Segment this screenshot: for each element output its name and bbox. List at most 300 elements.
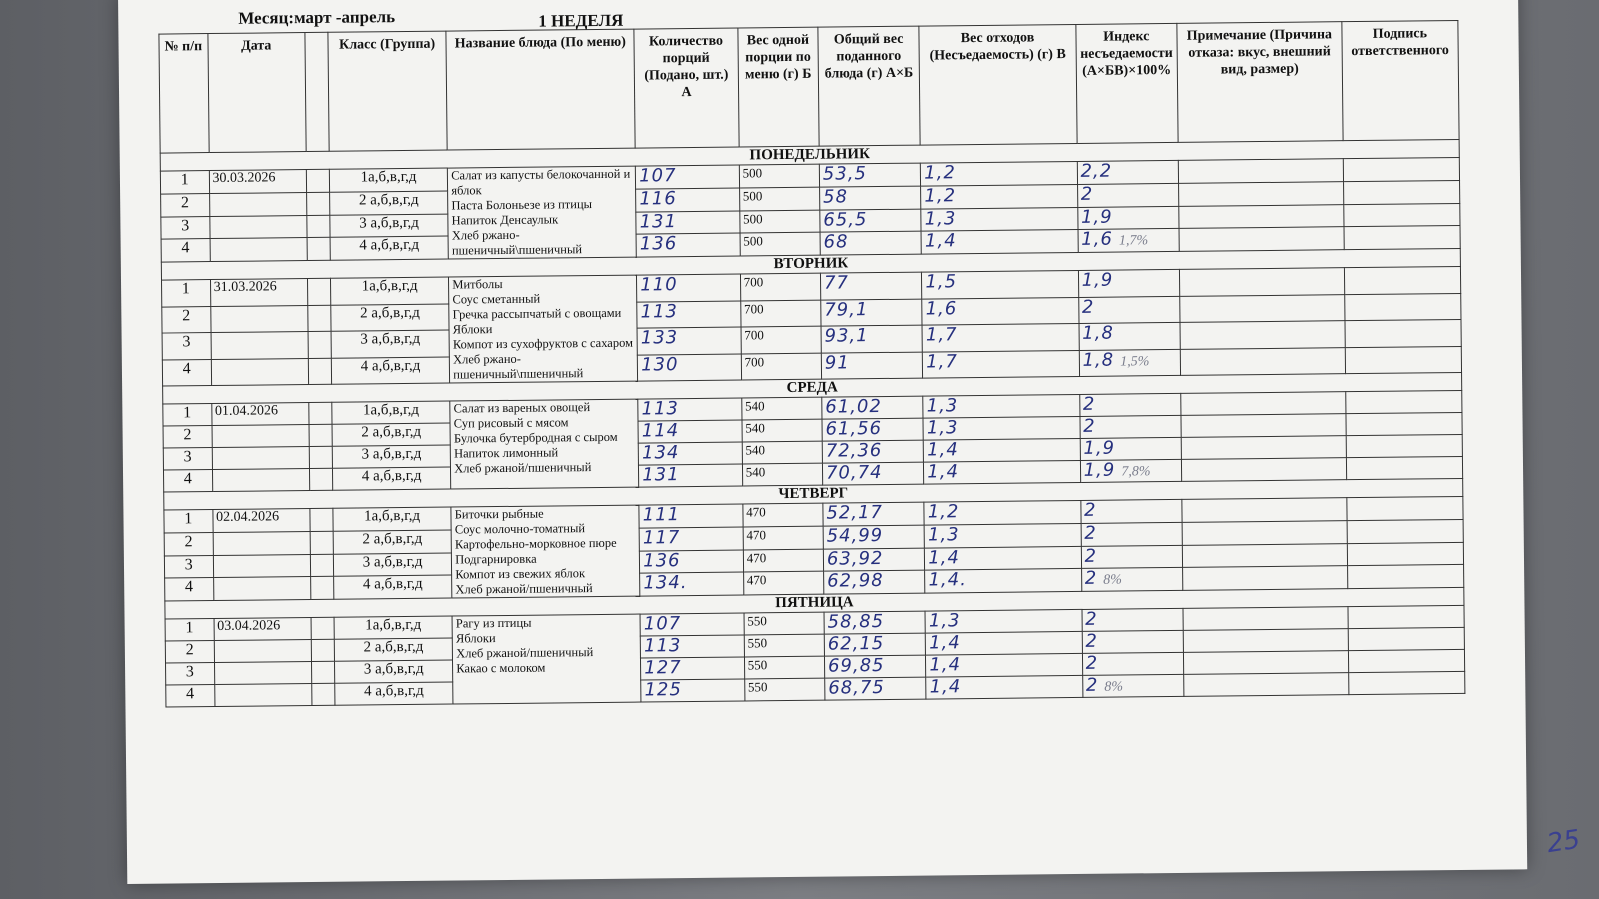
- dish-name: Яблоки: [455, 631, 496, 646]
- total-weight-value: 69,85: [827, 655, 885, 677]
- portions-served: [640, 613, 744, 636]
- waste-index-value: 2: [1082, 393, 1096, 415]
- total-weight: [823, 502, 925, 526]
- portions-served: [636, 211, 740, 235]
- signature-cell: [1347, 542, 1463, 566]
- waste-index-value: 1,6: [1081, 228, 1113, 251]
- portions-served: [638, 398, 742, 421]
- signature-cell: [1346, 434, 1462, 457]
- dish-name: Хлеб ржаной/пшеничный: [456, 645, 594, 661]
- total-percent-note: 8%: [1104, 679, 1124, 695]
- class-group: 2 а,б,в,г,д: [334, 638, 453, 661]
- waste-index-value: 1,9: [1080, 206, 1113, 228]
- portions-value: 107: [639, 165, 677, 187]
- total-weight: [825, 677, 927, 700]
- portions-served: [639, 504, 743, 528]
- waste-index-value: 1,8: [1082, 322, 1114, 344]
- waste-weight: [924, 438, 1081, 462]
- class-group: 1а,б,в,г,д: [332, 401, 451, 424]
- row-number: 2: [163, 426, 212, 449]
- spacer-cell: [311, 683, 334, 705]
- total-weight: [820, 209, 922, 233]
- portions-value: 117: [642, 526, 681, 549]
- class-group: 2 а,б,в,г,д: [331, 304, 450, 332]
- class-group: 1а,б,в,г,д: [333, 507, 452, 531]
- row-number: 1: [163, 404, 212, 427]
- signature-cell: [1344, 203, 1460, 227]
- total-weight: [819, 163, 921, 187]
- portion-weight: 550: [744, 656, 824, 679]
- signature-cell: [1347, 496, 1463, 520]
- portion-weight: 540: [741, 397, 821, 420]
- total-weight-value: 93,1: [824, 325, 869, 347]
- waste-index: [1081, 568, 1183, 592]
- signature-cell: [1348, 649, 1464, 672]
- total-weight: [821, 299, 923, 327]
- spacer-cell: [309, 402, 332, 424]
- waste-weight-value: 1,7: [926, 350, 958, 373]
- waste-index-value: 1,9: [1083, 459, 1116, 481]
- portion-weight: 470: [743, 549, 823, 573]
- spacer-cell: [307, 215, 330, 238]
- note-cell: [1179, 204, 1344, 228]
- day-date-empty: [212, 469, 309, 492]
- portion-weight: 470: [743, 526, 823, 550]
- waste-index-value: 2: [1084, 522, 1097, 544]
- week-label: 1 НЕДЕЛЯ: [538, 10, 624, 31]
- spacer-cell: [310, 508, 333, 531]
- waste-weight-value: 1,4: [929, 676, 962, 698]
- signature-cell: [1346, 456, 1462, 479]
- note-cell: [1183, 607, 1348, 631]
- total-weight-value: 91: [824, 351, 850, 374]
- row-number: 1: [160, 171, 209, 194]
- waste-index-value: 2: [1084, 545, 1098, 567]
- waste-weight: [923, 394, 1080, 418]
- dish-name: Хлеб ржано-пшеничный\пшеничный: [451, 227, 583, 258]
- portions-value: 113: [641, 398, 680, 420]
- waste-weight: [922, 323, 1079, 351]
- waste-index-value: 2: [1085, 608, 1098, 630]
- waste-index: [1080, 499, 1182, 523]
- table-header-row: [159, 20, 1459, 153]
- waste-weight: [921, 184, 1078, 208]
- portions-value: 127: [644, 657, 682, 679]
- waste-weight: [925, 609, 1082, 633]
- waste-index: [1077, 206, 1179, 230]
- portion-weight: 540: [742, 419, 822, 442]
- waste-index: [1078, 269, 1180, 297]
- portions-value: 134: [641, 442, 680, 464]
- waste-weight-value: 1,4: [929, 654, 962, 676]
- total-weight: [824, 633, 926, 656]
- signature-cell: [1345, 390, 1461, 413]
- class-group: 3 а,б,в,г,д: [332, 445, 451, 468]
- class-group: 4 а,б,в,г,д: [331, 357, 450, 385]
- day-date-empty: [211, 358, 308, 386]
- total-weight: [822, 396, 924, 419]
- total-weight: [822, 418, 924, 441]
- signature-cell: [1348, 627, 1464, 650]
- waste-weight: [926, 653, 1083, 677]
- waste-index: [1082, 630, 1184, 653]
- spacer-cell: [311, 617, 334, 639]
- class-group: 3 а,б,в,г,д: [331, 330, 450, 358]
- total-weight: [823, 548, 925, 572]
- total-weight: [823, 525, 925, 549]
- waste-weight-value: 1,2: [924, 162, 956, 184]
- header-portions: Количество порций (Подано, шт.) А: [634, 28, 739, 148]
- waste-index-value: 2: [1085, 674, 1099, 696]
- dish-name: Гречка рассыпчатый с овощами: [452, 305, 622, 322]
- note-cell: [1184, 673, 1349, 697]
- waste-weight-value: 1,4.: [928, 569, 967, 591]
- portions-value: 113: [643, 635, 682, 657]
- class-group: 4 а,б,в,г,д: [334, 575, 453, 599]
- total-weight-value: 68,75: [828, 677, 885, 699]
- day-date-empty: [213, 531, 310, 555]
- note-cell: [1180, 321, 1345, 349]
- portion-weight: 500: [739, 164, 819, 188]
- waste-index: [1081, 545, 1183, 569]
- portions-value: 114: [641, 420, 680, 442]
- note-cell: [1183, 566, 1348, 590]
- dish-list: [451, 505, 640, 598]
- header-blank: [305, 32, 329, 151]
- total-weight-value: 58,85: [827, 611, 885, 633]
- portions-served: [637, 274, 741, 302]
- total-weight-value: 63,92: [826, 547, 884, 570]
- day-name: ЧЕТВЕРГ: [164, 478, 1463, 510]
- dish-name: Соус молочно-томатный: [454, 521, 586, 537]
- day-date-empty: [212, 447, 309, 470]
- waste-weight-value: 1,2: [924, 184, 957, 207]
- note-cell: [1183, 651, 1348, 675]
- day-name: ПОНЕДЕЛЬНИК: [160, 139, 1459, 171]
- spacer-cell: [310, 531, 333, 554]
- row-number: 3: [161, 216, 210, 239]
- class-group: 2 а,б,в,г,д: [330, 191, 449, 215]
- header-total-weight: Общий вес поданного блюда (г) А×Б: [818, 26, 921, 146]
- total-weight-value: 61,56: [825, 418, 883, 440]
- portions-served: [640, 572, 744, 596]
- waste-index-value: 1,8: [1082, 349, 1115, 371]
- note-cell: [1182, 498, 1347, 522]
- total-percent-note: 1,7%: [1118, 233, 1149, 249]
- total-weight-value: 79,1: [824, 298, 869, 321]
- waste-weight-value: 1,3: [926, 417, 959, 439]
- day-date-empty: [214, 640, 311, 663]
- waste-weight-value: 1,4: [927, 461, 960, 483]
- total-weight: [820, 186, 922, 210]
- header-number: № п/п: [159, 34, 209, 154]
- waste-index: [1080, 415, 1182, 438]
- waste-index: [1078, 229, 1180, 253]
- row-number: 4: [163, 470, 212, 493]
- class-group: 1а,б,в,г,д: [334, 616, 453, 639]
- header-note: Примечание (Причина отказа: вкус, внешний вид, размер): [1177, 22, 1343, 143]
- waste-index: [1077, 160, 1179, 184]
- class-group: 3 а,б,в,г,д: [330, 214, 449, 238]
- portions-value: 111: [642, 504, 681, 526]
- waste-weight-value: 1,4: [928, 546, 961, 569]
- signature-cell: [1348, 605, 1464, 628]
- spacer-cell: [311, 639, 334, 661]
- spacer-cell: [308, 358, 331, 385]
- total-weight-value: 54,99: [826, 524, 884, 547]
- dish-name: Напиток Денсаулык: [451, 212, 559, 228]
- dish-name: Подгарнировка: [455, 551, 537, 567]
- row-number: 2: [165, 641, 214, 664]
- portions-served: [636, 165, 740, 189]
- total-weight-value: 62,98: [827, 570, 884, 592]
- waste-weight-value: 1,5: [925, 271, 958, 293]
- waste-weight-value: 1,4: [929, 632, 961, 654]
- waste-index: [1081, 522, 1183, 546]
- portions-value: 130: [641, 353, 679, 376]
- portion-weight: 470: [743, 571, 823, 595]
- note-cell: [1182, 543, 1347, 567]
- waste-weight: [921, 207, 1078, 231]
- note-cell: [1181, 436, 1346, 460]
- row-number: 3: [163, 448, 212, 471]
- total-weight: [821, 352, 923, 380]
- spacer-cell: [307, 238, 330, 261]
- total-weight-value: 58: [823, 186, 849, 208]
- dish-name: Компот из свежих яблок: [455, 566, 586, 582]
- total-percent-note: 8%: [1103, 572, 1123, 588]
- waste-weight-value: 1,3: [924, 207, 957, 230]
- day-name: ПЯТНИЦА: [165, 587, 1464, 619]
- dish-name: Рагу из птицы: [455, 615, 532, 631]
- day-date: 31.03.2026: [210, 279, 307, 307]
- dish-list: [452, 614, 641, 704]
- day-date-empty: [209, 192, 306, 216]
- class-group: 2 а,б,в,г,д: [332, 423, 451, 446]
- portions-value: 131: [639, 210, 678, 233]
- portion-weight: 550: [744, 612, 824, 635]
- portions-served: [636, 188, 740, 212]
- spacer-cell: [309, 424, 332, 446]
- row-number: 2: [164, 532, 213, 555]
- signature-cell: [1345, 319, 1462, 347]
- page-number: 25: [1544, 824, 1583, 860]
- header-signature: Подпись ответственного: [1342, 20, 1459, 140]
- header-portion-weight: Вес одной порции по меню (г) Б: [738, 27, 819, 147]
- header-class: Класс (Группа): [328, 31, 448, 151]
- portions-value: 136: [639, 233, 678, 255]
- row-number: 1: [164, 510, 213, 533]
- signature-cell: [1343, 157, 1459, 181]
- day-date-empty: [212, 425, 309, 448]
- signature-cell: [1347, 519, 1463, 543]
- portion-weight: 700: [741, 326, 822, 353]
- spacer-cell: [308, 331, 331, 358]
- spacer-cell: [310, 577, 333, 600]
- portions-served: [636, 233, 740, 257]
- waste-index-value: 2: [1085, 630, 1099, 652]
- class-group: 4 а,б,в,г,д: [335, 682, 454, 705]
- total-percent-note: 7,8%: [1121, 464, 1151, 480]
- waste-weight: [926, 631, 1083, 655]
- portions-value: 134.: [643, 572, 688, 594]
- dish-list: [450, 399, 639, 489]
- waste-index: [1078, 296, 1180, 324]
- class-group: 1а,б,в,г,д: [329, 168, 448, 192]
- header-dish: Название блюда (По меню): [446, 29, 635, 150]
- waste-weight: [921, 161, 1078, 185]
- waste-weight-value: 1,4: [927, 439, 959, 461]
- portion-weight: 550: [744, 678, 824, 701]
- portion-weight: 550: [744, 634, 824, 657]
- note-cell: [1178, 159, 1343, 183]
- signature-cell: [1344, 293, 1461, 321]
- paper-sheet: [118, 0, 1583, 884]
- class-group: 3 а,б,в,г,д: [334, 660, 453, 683]
- spacer-cell: [309, 468, 332, 490]
- day-date: 03.04.2026: [214, 618, 311, 641]
- total-weight-value: 52,17: [826, 502, 884, 524]
- dish-name: Напиток лимонный: [453, 445, 559, 461]
- spacer-cell: [309, 446, 332, 468]
- portions-value: 110: [640, 274, 678, 296]
- total-weight-value: 72,36: [825, 440, 883, 462]
- dish-name: Салат из вареных овощей: [453, 400, 591, 416]
- dish-name: Картофельно-морковное пюре: [454, 535, 617, 552]
- portions-served: [637, 300, 741, 328]
- total-weight-value: 68: [823, 231, 849, 253]
- portion-weight: 500: [740, 232, 820, 256]
- dish-name: Яблоки: [452, 322, 493, 337]
- total-weight: [824, 570, 926, 594]
- spacer-cell: [310, 554, 333, 577]
- waste-weight-value: 1,2: [927, 501, 960, 523]
- waste-weight: [923, 416, 1080, 440]
- signature-cell: [1347, 565, 1463, 589]
- waste-index-value: 1,9: [1083, 437, 1116, 459]
- total-weight: [822, 462, 924, 485]
- day-date-empty: [214, 662, 311, 685]
- portions-value: 113: [640, 300, 679, 323]
- note-cell: [1179, 268, 1344, 296]
- waste-index-value: 2: [1085, 652, 1099, 674]
- class-group: 1а,б,в,г,д: [330, 277, 449, 305]
- total-weight: [824, 655, 926, 678]
- spacer-cell: [307, 278, 330, 305]
- portions-served: [638, 420, 742, 443]
- portion-weight: 700: [741, 353, 822, 380]
- signature-cell: [1345, 346, 1462, 374]
- waste-weight-value: 1,4: [924, 230, 957, 252]
- header-waste-weight: Вес отходов (Несъедаемость) (г) В: [919, 24, 1077, 145]
- waste-weight: [922, 270, 1079, 298]
- note-cell: [1180, 294, 1345, 322]
- portion-weight: 500: [740, 210, 820, 234]
- note-cell: [1181, 392, 1346, 416]
- portions-served: [639, 464, 743, 487]
- total-weight: [820, 272, 922, 300]
- signature-cell: [1348, 671, 1464, 694]
- day-name: СРЕДА: [163, 372, 1462, 404]
- portions-value: 131: [642, 464, 680, 486]
- waste-weight: [926, 675, 1083, 699]
- day-date-empty: [213, 554, 310, 578]
- waste-index-value: 2: [1084, 568, 1098, 590]
- portion-weight: 700: [740, 300, 821, 327]
- note-cell: [1179, 181, 1344, 205]
- dish-list: [449, 275, 638, 383]
- note-cell: [1179, 227, 1344, 251]
- waste-index: [1082, 652, 1184, 675]
- waste-index-value: 2: [1080, 183, 1094, 205]
- total-weight: [824, 611, 926, 634]
- portion-weight: 700: [740, 273, 821, 300]
- note-cell: [1181, 414, 1346, 438]
- waste-weight: [921, 230, 1078, 254]
- total-percent-note: 1,5%: [1120, 353, 1150, 370]
- portions-value: 116: [639, 187, 677, 210]
- waste-index: [1079, 393, 1181, 416]
- portions-served: [641, 679, 745, 702]
- waste-index-value: 2,2: [1080, 160, 1113, 182]
- month-label: Месяц:март -апрель: [238, 7, 396, 28]
- dish-name: Компот из сухофруктов с сахаром: [452, 335, 634, 352]
- class-group: 4 а,б,в,г,д: [330, 236, 449, 260]
- day-date-empty: [213, 577, 310, 601]
- dish-name: Соус сметанный: [452, 291, 541, 307]
- waste-index-value: 2: [1081, 296, 1095, 318]
- class-group: 2 а,б,в,г,д: [333, 530, 452, 554]
- portions-served: [641, 657, 745, 680]
- class-group: 4 а,б,в,г,д: [332, 467, 451, 490]
- row-number: 1: [161, 280, 210, 307]
- dish-name: Какао с молоком: [456, 660, 546, 676]
- portions-served: [638, 353, 742, 381]
- row-number: 3: [166, 663, 215, 686]
- signature-cell: [1344, 226, 1460, 250]
- row-number: 2: [161, 193, 210, 216]
- header-date: Дата: [207, 33, 305, 153]
- portions-served: [637, 327, 741, 355]
- total-weight-value: 62,15: [827, 633, 885, 655]
- portions-value: 107: [643, 613, 682, 635]
- portions-value: 133: [640, 327, 679, 349]
- class-group: 3 а,б,в,г,д: [333, 553, 452, 577]
- waste-weight: [924, 500, 1081, 524]
- waste-weight: [925, 569, 1082, 593]
- portion-weight: 500: [739, 187, 819, 211]
- portions-value: 136: [643, 549, 681, 572]
- total-weight-value: 65,5: [823, 208, 868, 231]
- waste-index: [1082, 608, 1184, 631]
- portions-served: [639, 527, 743, 551]
- day-date-empty: [210, 238, 307, 262]
- waste-index-value: 2: [1083, 415, 1096, 437]
- dish-name: Хлеб ржаной/пшеничный: [455, 581, 593, 597]
- day-date: 01.04.2026: [211, 403, 308, 426]
- spacer-cell: [306, 169, 329, 192]
- dish-list: [448, 166, 637, 259]
- signature-cell: [1343, 180, 1459, 204]
- portion-weight: 470: [743, 503, 823, 527]
- total-weight-value: 77: [823, 272, 850, 294]
- dish-name: Хлеб ржаной/пшеничный: [454, 460, 592, 476]
- row-number: 4: [165, 578, 214, 601]
- waste-weight-value: 1,6: [925, 297, 958, 320]
- row-number: 4: [166, 685, 215, 708]
- total-weight-value: 53,5: [822, 163, 868, 185]
- portion-weight: 540: [742, 463, 822, 486]
